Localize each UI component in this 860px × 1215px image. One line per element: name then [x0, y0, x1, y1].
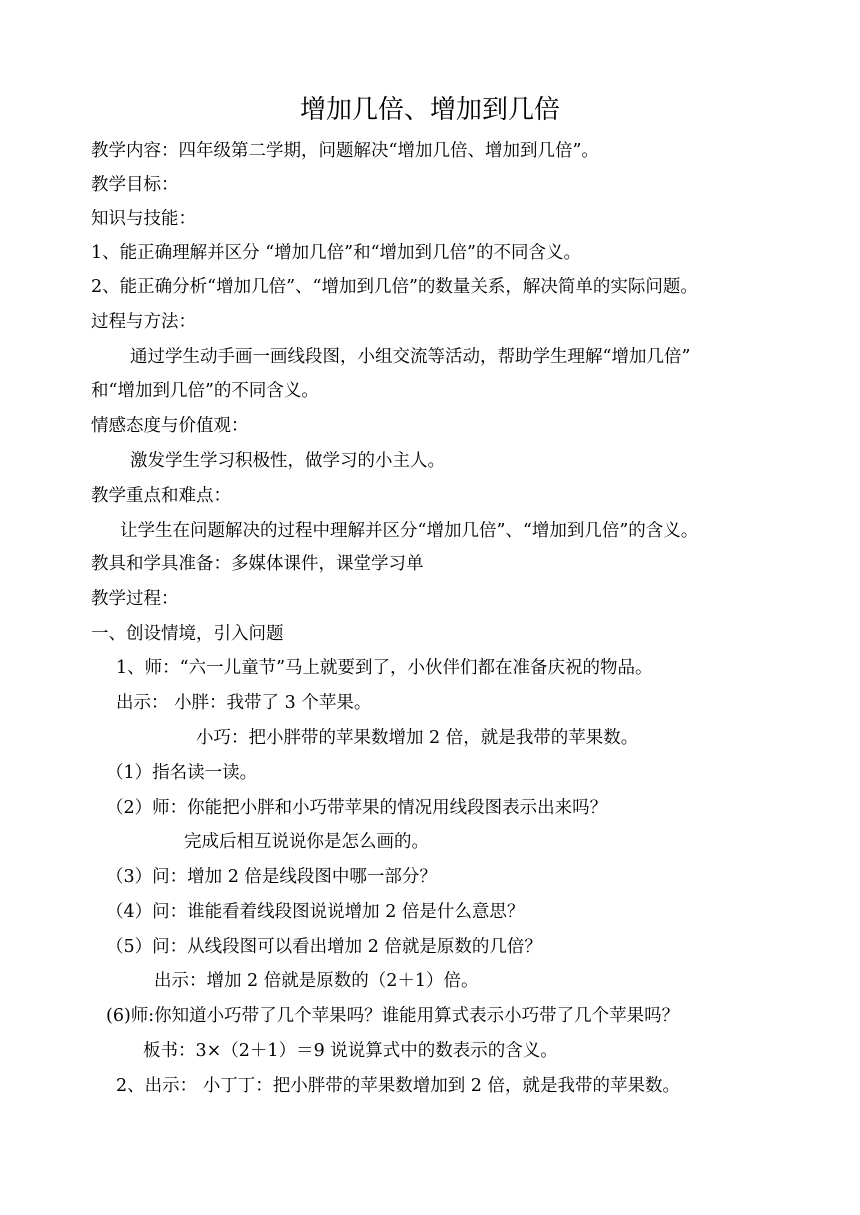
process-method-text-1: 通过学生动手画一画线段图，小组交流等活动，帮助学生理解“增加几倍”: [130, 347, 691, 367]
question-5-show: 出示：增加 2 倍就是原数的（2＋1）倍。: [154, 971, 479, 991]
show-xiaopang-line: 出示： 小胖：我带了 3 个苹果。: [116, 693, 372, 713]
goal-item-2: 2、能正确分析“增加几倍”、“增加到几倍”的数量关系，解决简单的实际问题。: [91, 277, 698, 297]
knowledge-skills-heading: 知识与技能：: [91, 209, 196, 229]
emotion-attitude-text: 激发学生学习积极性，做学习的小主人。: [130, 451, 445, 471]
board-writing-line: 板书：3×（2＋1）＝9 说说算式中的数表示的含义。: [143, 1041, 558, 1061]
step-1-text: 1、师：“六一儿童节”马上就要到了，小伙伴们都在准备庆祝的物品。: [116, 658, 653, 678]
teaching-goals-heading: 教学目标：: [91, 175, 179, 195]
section-one-heading: 一、创设情境，引入问题: [91, 624, 284, 644]
key-difficult-heading: 教学重点和难点：: [91, 486, 231, 506]
goal-item-1: 1、能正确理解并区分 “增加几倍”和“增加到几倍”的不同含义。: [91, 243, 581, 263]
document-title: 增加几倍、增加到几倍: [299, 95, 560, 125]
teaching-content-line: 教学内容：四年级第二学期，问题解决“增加几倍、增加到几倍”。: [91, 141, 599, 161]
question-3: （3）问：增加 2 倍是线段图中哪一部分？: [106, 867, 437, 887]
question-4: （4）问：谁能看着线段图说说增加 2 倍是什么意思？: [106, 902, 525, 922]
key-difficult-text: 让学生在问题解决的过程中理解并区分“增加几倍”、“增加到几倍”的含义。: [120, 521, 699, 541]
question-1: （1）指名读一读。: [106, 763, 258, 783]
teaching-process-heading: 教学过程：: [91, 589, 179, 609]
process-method-heading: 过程与方法：: [91, 312, 196, 332]
teaching-aids-line: 教具和学具准备：多媒体课件，课堂学习单: [91, 554, 424, 574]
emotion-attitude-heading: 情感态度与价值观：: [91, 416, 249, 436]
question-6: (6)师:你知道小巧带了几个苹果吗？谁能用算式表示小巧带了几个苹果吗？: [106, 1006, 680, 1026]
question-5: （5）问：从线段图可以看出增加 2 倍就是原数的几倍？: [106, 937, 542, 957]
process-method-text-2: 和“增加到几倍”的不同含义。: [91, 381, 319, 401]
question-2: （2）师：你能把小胖和小巧带苹果的情况用线段图表示出来吗？: [106, 798, 608, 818]
show-xiaoqiao-line: 小巧：把小胖带的苹果数增加 2 倍，就是我带的苹果数。: [196, 728, 639, 748]
question-2-followup: 完成后相互说说你是怎么画的。: [184, 832, 429, 852]
step-2-show-line: 2、出示： 小丁丁：把小胖带的苹果数增加到 2 倍，就是我带的苹果数。: [116, 1076, 680, 1096]
